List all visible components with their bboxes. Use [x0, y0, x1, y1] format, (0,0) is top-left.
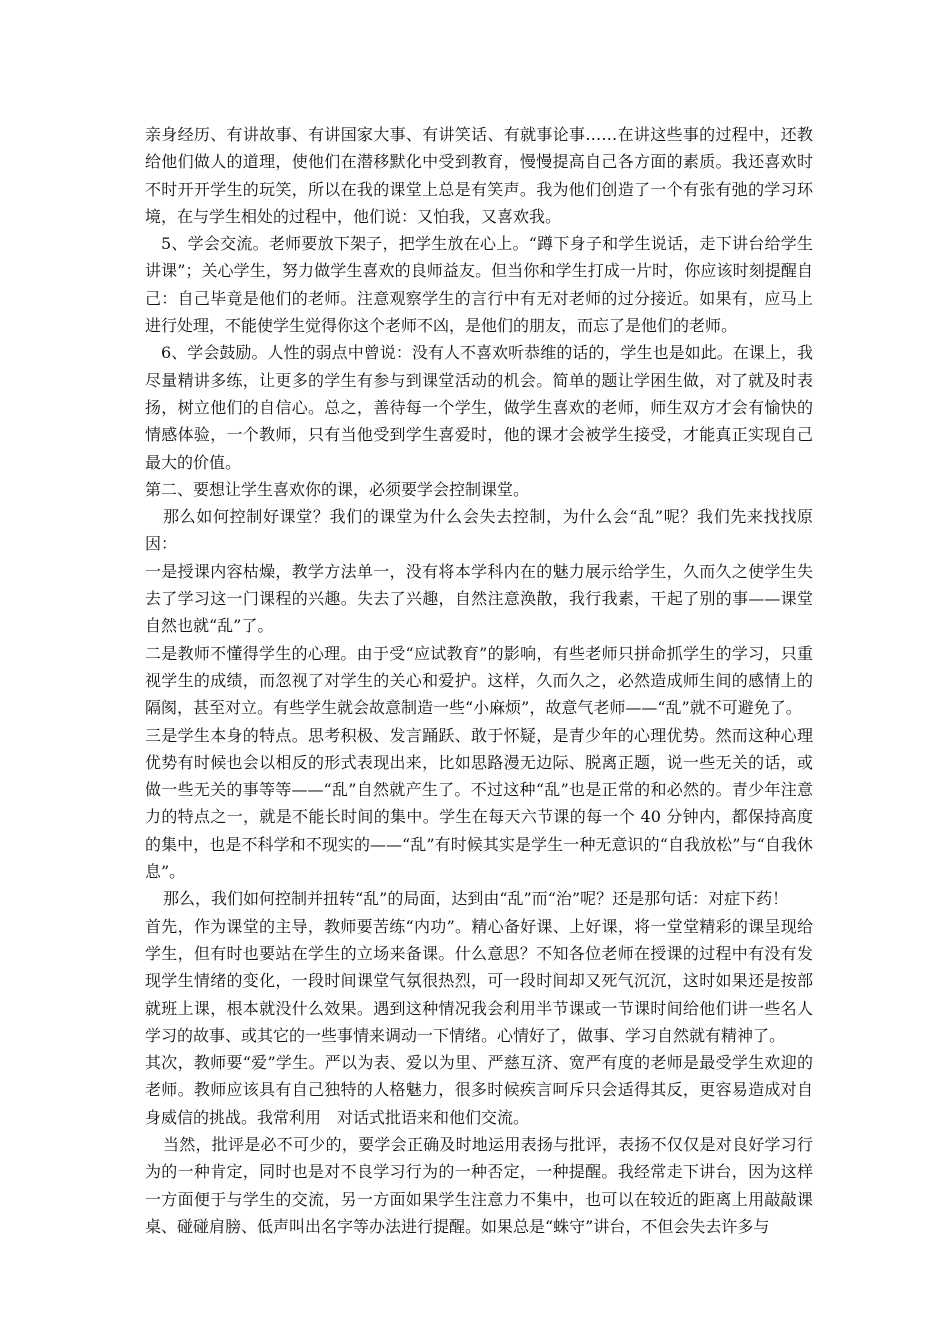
paragraph-communicate: 5、学会交流。老师要放下架子，把学生放在心上。“蹲下身子和学生说话，走下讲台给学生讲课”；关心学生，努力做学生喜欢的良师益友。但当你和学生打成一片时，你应该时刻提醒自己：自己毕竟是他们的老师。注意观察学生的言行中有无对老师的过分接近。如果有，应马上进行处理，不能使学生觉得你这个老师不凶，是他们的朋友，而忘了是他们的老师。 [145, 234, 813, 336]
paragraph-reason-two: 二是教师不懂得学生的心理。由于受“应试教育”的影响，有些老师只拼命抓学生的学习，只重视学生的成绩，而忽视了对学生的关心和爱护。这样，久而久之，必然造成师生间的感情上的隔阂，甚至对立。有些学生就会故意制造一些“小麻烦”，故意气老师——“乱”就不可避免了。 [145, 643, 813, 718]
paragraph-reason-three: 三是学生本身的特点。思考积极、发言踊跃、敢于怀疑，是青少年的心理优势。然而这种心理优势有时候也会以相反的形式表现出来，比如思路漫无边际、脱离正题，说一些无关的话，或做一些无关的事等等——“乱”自然就产生了。不过这种“乱”也是正常的和必然的。青少年注意力的特点之一，就是不能长时间的集中。学生在每天六节课的每一个 40 分钟内，都保持高度的集中，也是不科学和不现实的——“乱”有时候其实是学生一种无意识的“自我放松”与“自我休息”。 [145, 725, 813, 882]
paragraph-first: 首先，作为课堂的主导，教师要苦练“内功”。精心备好课、上好课，将一堂堂精彩的课呈现给学生，但有时也要站在学生的立场来备课。什么意思？不知各位老师在授课的过程中有没有发现学生情绪的变化，一段时间课堂气氛很热烈，可一段时间却又死气沉沉，这时如果还是按部就班上课，根本就没什么效果。遇到这种情况我会利用半节课或一节课时间给他们讲一些名人学习的故事、或其它的一些事情来调动一下情绪。心情好了，做事、学习自然就有精神了。 [145, 916, 813, 1045]
paragraph-reason-one: 一是授课内容枯燥，教学方法单一，没有将本学科内在的魅力展示给学生，久而久之使学生失去了学习这一门课程的兴趣。失去了兴趣，自然注意涣散，我行我素，干起了别的事——课堂自然也就“乱”了。 [145, 561, 813, 636]
paragraph-remedy: 那么，我们如何控制并扭转“乱”的局面，达到由“乱”而“治”呢？还是那句话：对症下药！ [163, 889, 789, 909]
paragraph-criticism: 当然，批评是必不可少的，要学会正确及时地运用表扬与批评，表扬不仅仅是对良好学习行为的一种肯定，同时也是对不良学习行为的一种否定，一种提醒。我经常走下讲台，因为这样一方面便于与学生的交流，另一方面如果学生注意力不集中，也可以在较近的距离上用敲敲课桌、碰碰肩膀、低声叫出名字等办法进行提醒。如果总是“蛛守”讲台，不但会失去许多与 [145, 1134, 813, 1236]
paragraph-second: 其次，教师要“爱”学生。严以为表、爱以为里、严慈互济、宽严有度的老师是最受学生欢迎的老师。教师应该具有自己独特的人格魅力，很多时候疾言呵斥只会适得其反，更容易造成对自身威信的挑战。我常利用 对话式批语来和他们交流。 [145, 1053, 813, 1127]
section-heading-control-class: 第二、要想让学生喜欢你的课，必须要学会控制课堂。 [145, 479, 530, 499]
document-page [145, 121, 813, 1240]
paragraph-encourage: 6、学会鼓励。人性的弱点中曾说：没有人不喜欢听恭维的话的，学生也是如此。在课上，我尽量精讲多练，让更多的学生有参与到课堂活动的机会。简单的题让学困生做，对了就及时表扬，树立他们的自信心。总之，善待每一个学生，做学生喜欢的老师，师生双方才会有愉快的情感体验，一个教师，只有当他受到学生喜爱时，他的课才会被学生接受，才能真正实现自己最大的价值。 [145, 343, 813, 472]
paragraph-storytelling: 亲身经历、有讲故事、有讲国家大事、有讲笑话、有就事论事……在讲这些事的过程中，还教给他们做人的道理，使他们在潜移默化中受到教育，慢慢提高自己各方面的素质。我还喜欢时不时开开学生的玩笑，所以在我的课堂上总是有笑声。我为他们创造了一个有张有弛的学习环境，在与学生相处的过程中，他们说：又怕我，又喜欢我。 [145, 125, 813, 226]
paragraph-find-reasons: 那么如何控制好课堂？我们的课堂为什么会失去控制，为什么会“乱”呢？我们先来找找原因： [145, 507, 813, 554]
